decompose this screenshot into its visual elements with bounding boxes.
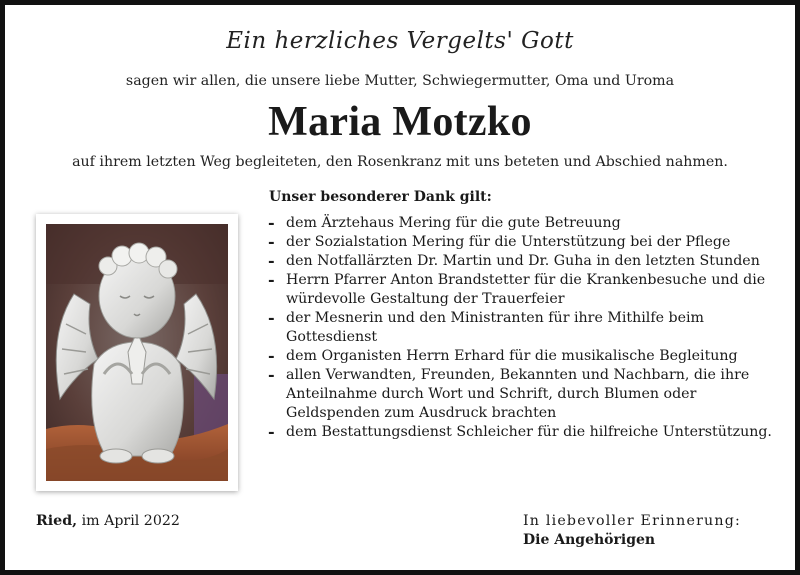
memory-line: In liebevoller Erinnerung: [523,513,741,529]
list-item-text: dem Bestattungsdienst Schleicher für die hilfreiche Unterstützung. [286,424,772,440]
list-item [268,347,778,366]
list-item [268,309,778,347]
bullet-dash: - [268,365,275,384]
bullet-dash: - [268,422,275,441]
list-item [268,366,778,423]
intro-text: sagen wir allen, die unsere liebe Mutter, Schwiegermutter, Oma und Uroma [125,73,675,89]
list-item-text: dem Organisten Herrn Erhard für die musikalische Begleitung [286,348,738,364]
list-item [268,423,778,442]
headline: Ein herzliches Vergelts' Gott [226,28,574,54]
list-item-text: der Mesnerin und den Ministranten für ihre Mithilfe beim Gottesdienst [286,310,704,345]
bullet-dash: - [268,213,275,232]
list-item [268,271,778,309]
list-item [268,214,778,233]
list-item-text: allen Verwandten, Freunden, Bekannten und Nachbarn, die ihre Anteilnahme durch Wort und Schrift, durch Blumen oder Geldspenden zum Ausdruck brachten [286,367,750,421]
list-item [268,233,778,252]
list-item [268,252,778,271]
place: Ried, [36,513,78,529]
list-item-text: der Sozialstation Mering für die Unterstützung bei der Pflege [286,234,731,250]
bullet-dash: - [268,270,275,289]
bullet-dash: - [268,232,275,251]
list-item-text: den Notfallärzten Dr. Martin und Dr. Guha in den letzten Stunden [286,253,760,269]
bullet-dash: - [268,346,275,365]
bullet-dash: - [268,251,275,270]
deceased-name: Maria Motzko [268,99,532,145]
signature: Die Angehörigen [523,532,656,548]
place-date [36,513,180,529]
angel-photo [36,214,238,491]
thanks-list [268,214,778,442]
list-item-text: Herrn Pfarrer Anton Brandstetter für die Krankenbesuche und die würdevolle Gestaltung der Trauerfeier [286,272,766,307]
farewell-text: auf ihrem letzten Weg begleiteten, den Rosenkranz mit uns beteten und Abschied nahmen. [72,154,728,170]
bullet-dash: - [268,308,275,327]
thanks-heading: Unser besonderer Dank gilt: [269,189,492,205]
list-item-text: dem Ärztehaus Mering für die gute Betreuung [286,215,621,231]
date: im April 2022 [81,513,180,529]
angel-figurine-image [46,224,228,481]
